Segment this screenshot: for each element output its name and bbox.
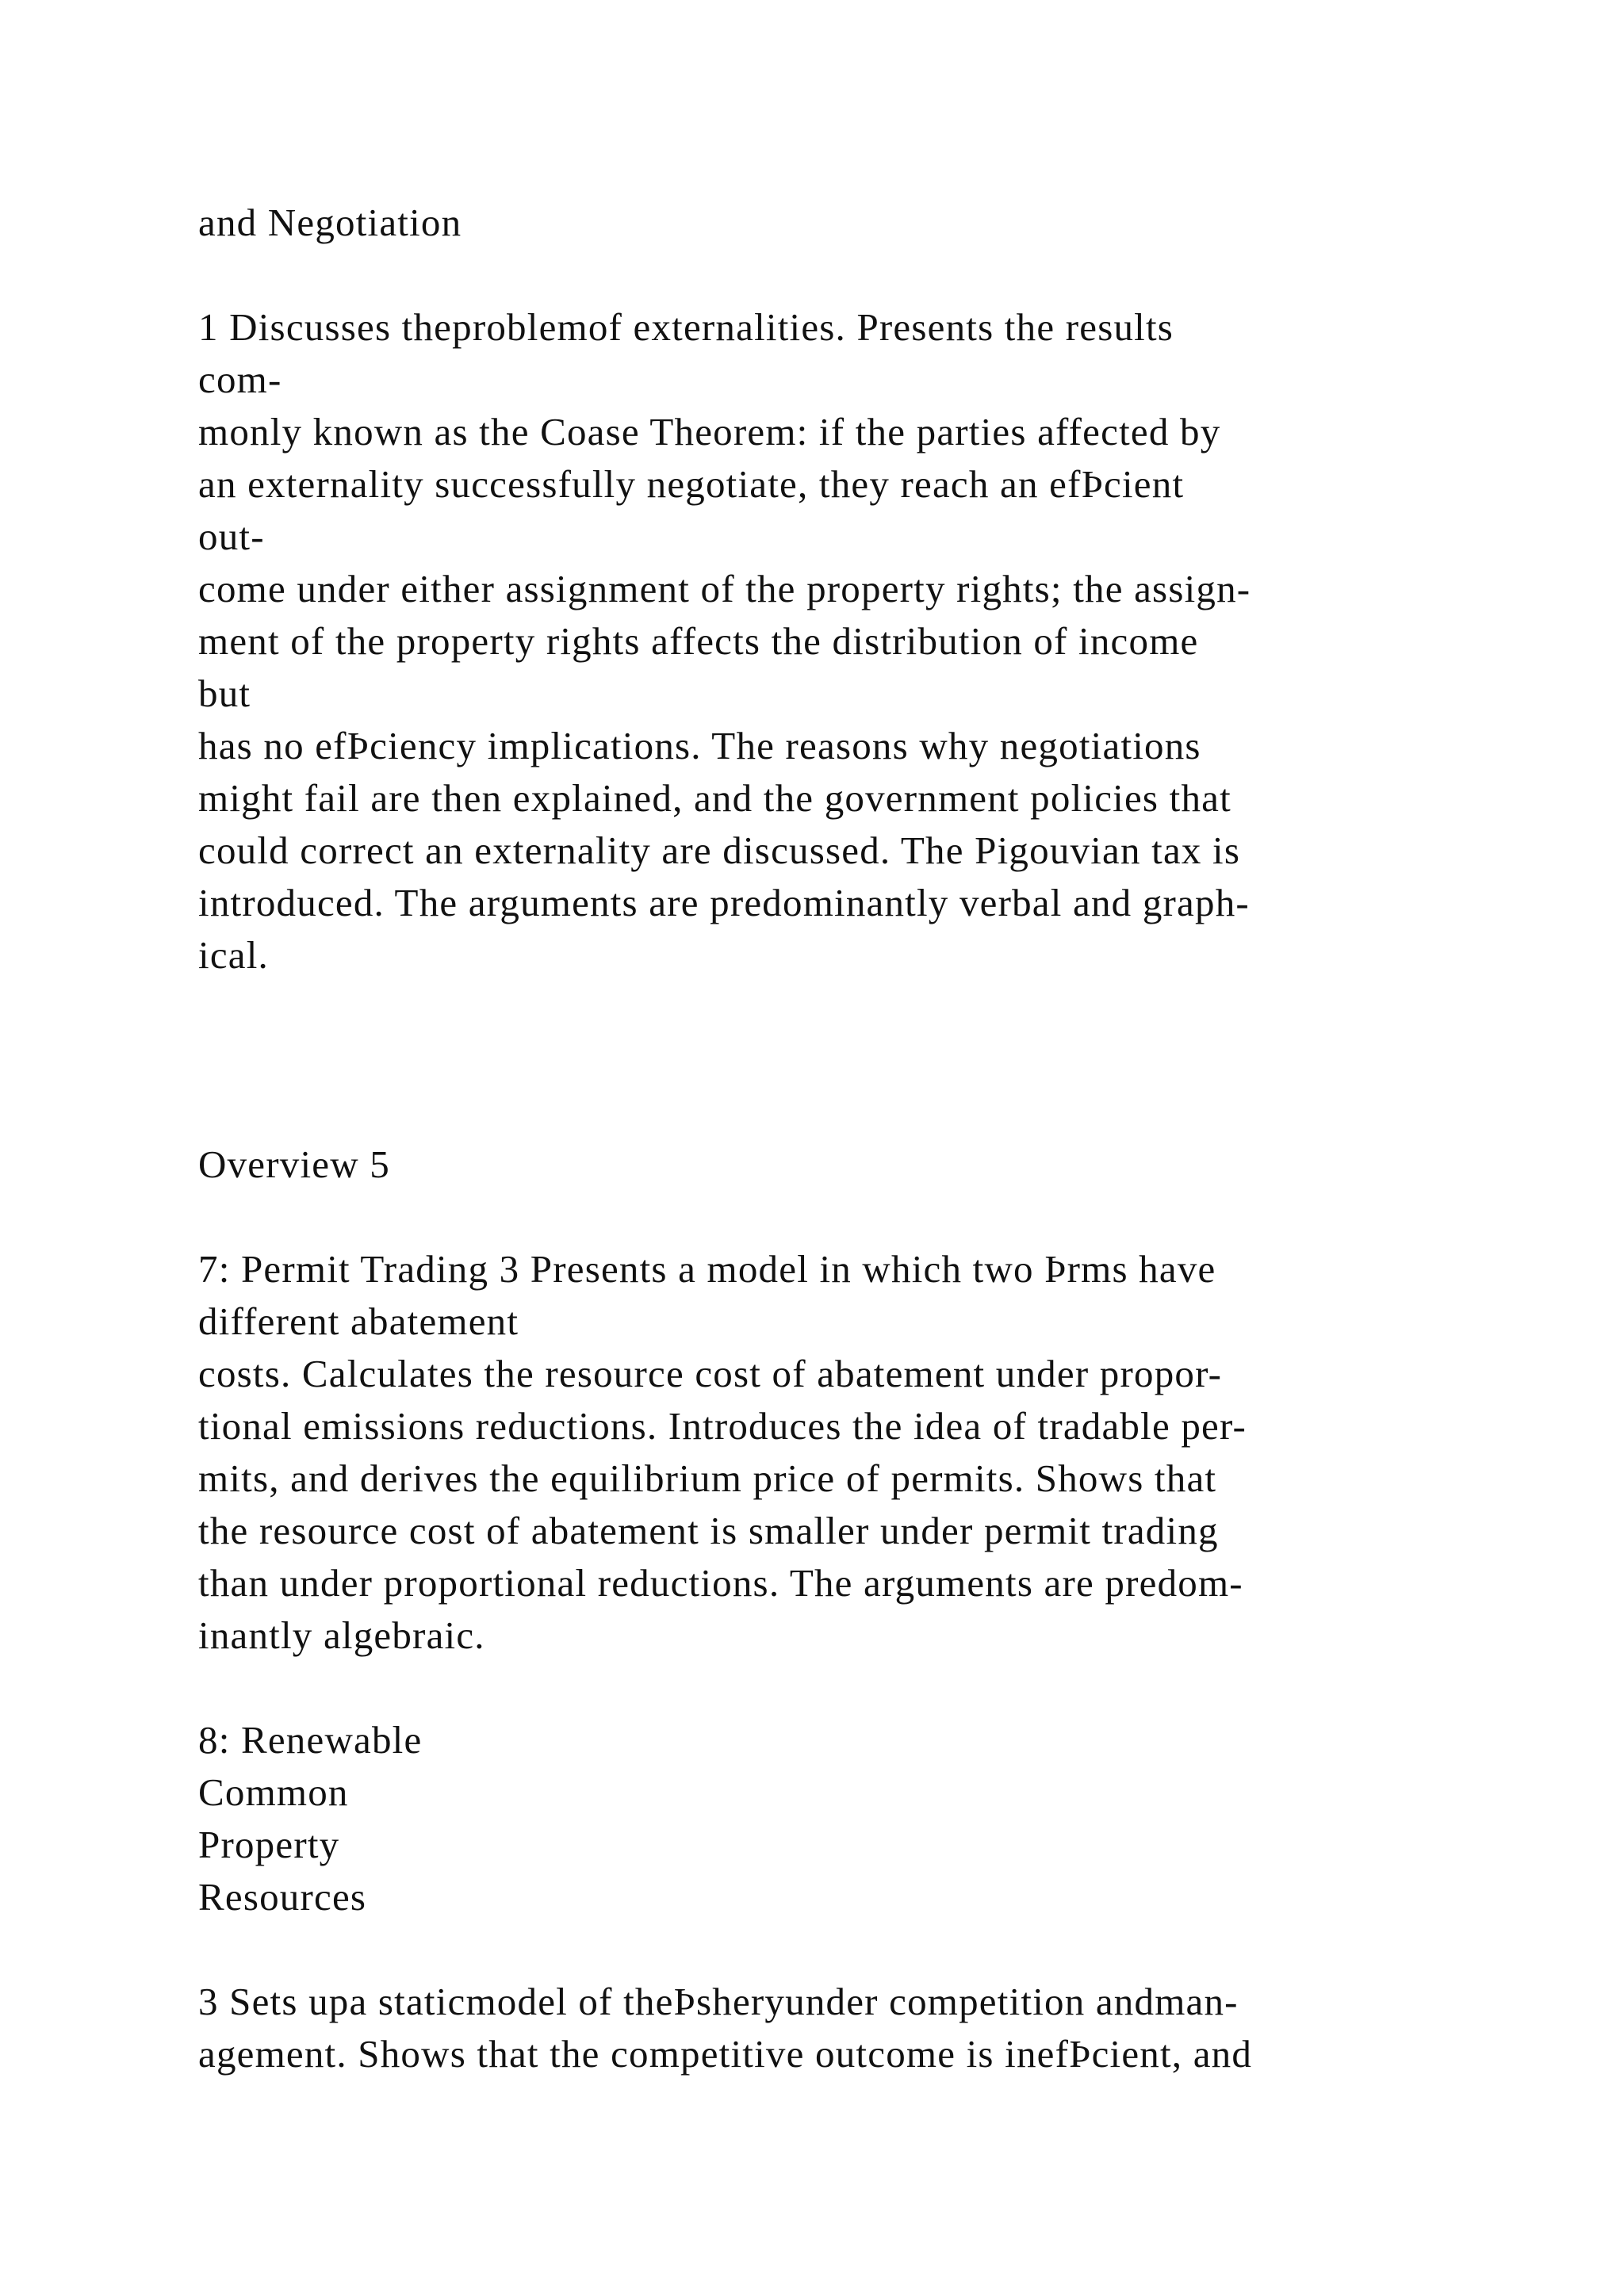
text-line: out- [198,515,265,558]
document-body [198,197,1507,2080]
document-heading: and Negotiation [198,201,462,244]
section-3-title [198,1714,1507,1923]
text-line: ment of the property rights affects the distribution of income [198,619,1199,663]
text-line: might fail are then explained, and the government policies that [198,776,1231,820]
text-line: 1 Discusses theproblemof externalities. Presents the results [198,305,1174,349]
text-line: 8: Renewable [198,1718,423,1762]
text-line: agement. Shows that the competitive outcome is inefÞcient, and [198,2032,1253,2076]
blank-line [198,249,1507,301]
text-line: costs. Calculates the resource cost of abatement under propor- [198,1352,1223,1395]
text-line: mits, and derives the equilibrium price of permits. Shows that [198,1456,1217,1500]
text-line: monly known as the Coase Theorem: if the parties affected by [198,410,1221,453]
text-line: different abatement [198,1299,519,1343]
text-line: than under proportional reductions. The arguments are predom- [198,1561,1243,1605]
blank-space [198,982,1507,1138]
text-line: Resources [198,1875,367,1919]
text-line: Property [198,1823,340,1866]
text-line: inantly algebraic. [198,1613,485,1657]
text-line: 3 Sets upa staticmodel of theÞsheryunder competition andman- [198,1980,1239,2023]
blank-line [198,1662,1507,1714]
text-line: ical. [198,933,269,977]
text-line: tional emissions reductions. Introduces the idea of tradable per- [198,1404,1247,1448]
text-line: but [198,672,251,715]
text-line: com- [198,358,282,401]
overview-heading: Overview 5 [198,1142,390,1186]
text-line: come under either assignment of the property rights; the assign- [198,567,1251,610]
text-line: introduced. The arguments are predominantly verbal and graph- [198,881,1250,924]
section-1-paragraph [198,301,1507,982]
text-line: the resource cost of abatement is smaller under permit trading [198,1509,1219,1552]
blank-line [198,1923,1507,1976]
text-line: 7: Permit Trading 3 Presents a model in which two Þrms have [198,1247,1216,1291]
text-line: Common [198,1770,349,1814]
text-line: could correct an externality are discussed. The Pigouvian tax is [198,828,1241,872]
section-2-paragraph [198,1243,1507,1662]
blank-line [198,1191,1507,1243]
section-3-paragraph [198,1976,1507,2080]
text-line: has no efÞciency implications. The reasons why negotiations [198,724,1201,767]
text-line: an externality successfully negotiate, they reach an efÞcient [198,462,1185,506]
